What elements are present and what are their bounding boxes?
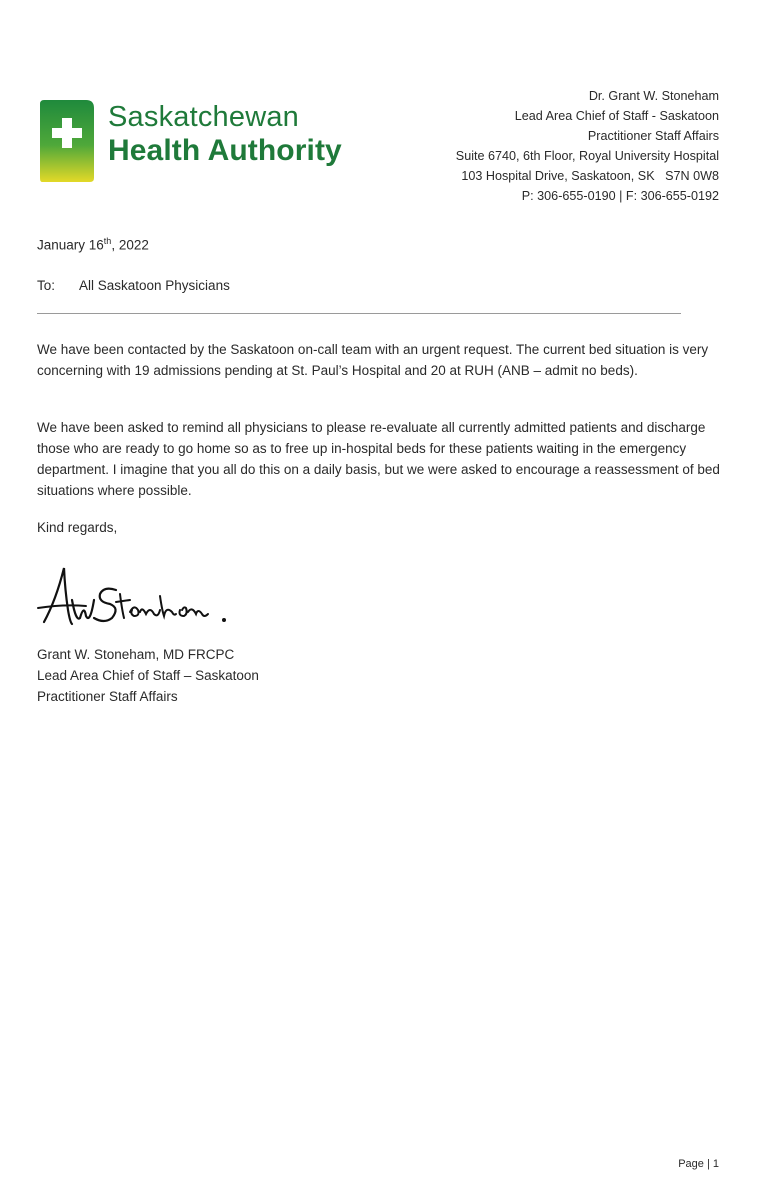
logo-name-line2: Health Authority [108,133,342,167]
logo-name-line1: Saskatchewan [108,101,300,133]
letter-date [37,236,149,253]
header-divider [37,313,681,314]
sender-name: Dr. Grant W. Stoneham [588,89,719,103]
date-suffix: th [103,236,112,246]
date-month-day: January 16 [37,237,104,253]
date-year: , 2022 [111,237,149,253]
signoff-block [37,644,259,707]
closing: Kind regards, [37,520,118,535]
body-paragraph-2: We have been asked to remind all physicians to please re-evaluate all currently admitted patients and discharge those who are ready to go home so as to free up in-hospital beds for these patients waiting in the emergency department. I imagine that you all do this on a daily basis, but we were asked to encourage a reassessment of bed situations where possible. [37,420,720,498]
sender-department: Practitioner Staff Affairs [587,129,719,143]
recipient: All Saskatoon Physicians [79,278,230,293]
page-number: Page | 1 [678,1158,719,1170]
handwritten-signature [34,560,234,635]
sha-logo [38,96,378,188]
sender-address-line1: Suite 6740, 6th Floor, Royal University Hospital [455,149,719,163]
signoff-title: Lead Area Chief of Staff – Saskatoon [37,668,259,683]
sender-address-block [456,86,719,206]
recipient-line [37,278,230,293]
body-paragraph-1: We have been contacted by the Saskatoon on-call team with an urgent request. The current bed situation is very concerning with 19 admissions pending at St. Paul’s Hospital and 20 at RUH (ANB – admit no beds). [37,342,709,378]
to-label: To: [37,278,56,293]
sender-title: Lead Area Chief of Staff - Saskatoon [514,109,719,123]
sender-address-line2: 103 Hospital Drive, Saskatoon, SK S7N 0W8 [461,169,719,183]
signoff-department: Practitioner Staff Affairs [37,689,178,704]
signoff-name: Grant W. Stoneham, MD FRCPC [37,647,235,662]
sender-phone-fax: P: 306-655-0190 | F: 306-655-0192 [521,189,719,203]
sha-logo-mark-icon [38,96,98,184]
